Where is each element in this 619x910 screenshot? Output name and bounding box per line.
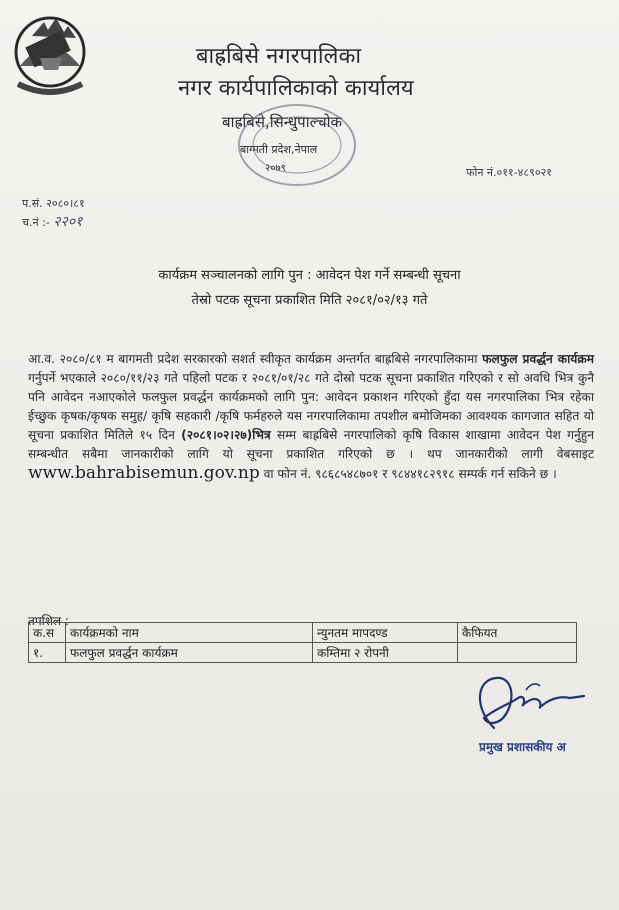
notice-body [28, 350, 594, 484]
website-link[interactable]: www.bahrabisemun.gov.np [28, 463, 260, 483]
dispatch-value-handwritten: २२०१ [53, 214, 83, 230]
header-cell-remarks: कैफियत [458, 623, 577, 643]
municipality-emblem-icon [10, 8, 90, 104]
office-stamp-icon [232, 100, 362, 190]
deadline-bold: (२०८१।०२।२७)भित्र [181, 428, 271, 442]
table-row [29, 643, 577, 663]
body-text-part4: वा फोन नं. ९८६८५४८७०१ र ९८४४१८२९१८ सम्पर्क गर्न सकिने छ । [259, 467, 557, 481]
reference-value: २०८०।८१ [46, 197, 85, 210]
header-year: २०७९ [265, 163, 286, 174]
header-location: बाह्रबिसे,सिन्धुपाल्चोक [222, 113, 343, 131]
office-phone: फोन नं.०११-४८९०२१ [466, 166, 552, 179]
header-municipality-name: बाह्रबिसे नगरपालिका [196, 44, 362, 69]
body-text-part1: आ.व. २०८०/८१ म बागमती प्रदेश सरकारको सशर्त स्वीकृत कार्यक्रम अन्तर्गत बाह्रबिसे नगरपालिकामा [28, 352, 483, 366]
header-cell-criteria: न्युनतम मापदण्ड [313, 623, 458, 643]
header-cell-sn: क.स [29, 623, 66, 643]
cell-criteria: कम्तिमा २ रोपनी [313, 643, 458, 663]
header-province: बाग्मती प्रदेश,नेपाल [240, 143, 318, 156]
body-text-part2: गर्नुपर्ने भएकाले २०८०/११/२३ गते पहिलो पटक र २०८१/०१/२८ गते दोस्रो पटक सूचना प्रकाशित गरिएको र सो अवधि भित्र कुनै पनि आवेदन नआएकोले फलफुल प्रवर्द्धन कार्यक्रमको लागि पुन: आवेदन प्रकाशन गरिएको हुँदा यस नगरपालिका भित्र रहेका ईच्छुक कृषक/कृषक समुह/ कृषि सहकारी /कृषि फर्महरुले यस नगरपालिकामा तपशील बमोजिमका आवश्यक कागजात सहित यो सूचना प्रकाशित मितिले १५ दिन [28, 371, 594, 442]
notice-subject: कार्यक्रम सञ्चालनको लागि पुन : आवेदन पेश गर्ने सम्बन्धी सूचना [158, 268, 461, 283]
body-text-part3: सम्म बाह्रबिसे नगरपालिको कृषि विकास शाखामा आवेदन पेश गर्नुहुन सम्बन्धीत सबैमा जानकारीको लागि यो सूचना प्रकाशित गरिएको छ । थप जानकारीको लागी वेबसाइट [28, 428, 594, 461]
reference-label: प.सं. [22, 197, 43, 210]
details-table [28, 622, 577, 663]
cell-sn: १. [29, 643, 66, 663]
header-office-name: नगर कार्यपालिकाको कार्यालय [178, 76, 414, 101]
program-name-bold: फलफुल प्रवर्द्धन कार्यक्रम [482, 352, 594, 366]
table-header-row [29, 623, 577, 643]
cell-remarks [458, 643, 577, 663]
notice-publish-date: तेस्रो पटक सूचना प्रकाशित मिति २०८१/०२/१३ गते [191, 293, 428, 308]
header-cell-program: कार्यक्रमको नाम [66, 623, 313, 643]
dispatch-label: च.नं :- [22, 216, 50, 229]
signature-icon [466, 668, 596, 738]
cell-program: फलफुल प्रवर्द्धन कार्यक्रम [66, 643, 313, 663]
details-title: तपशिल : [28, 614, 69, 628]
reference-number [22, 196, 85, 211]
dispatch-number [22, 212, 82, 231]
signatory-title: प्रमुख प्रशासकीय अ [479, 740, 566, 754]
